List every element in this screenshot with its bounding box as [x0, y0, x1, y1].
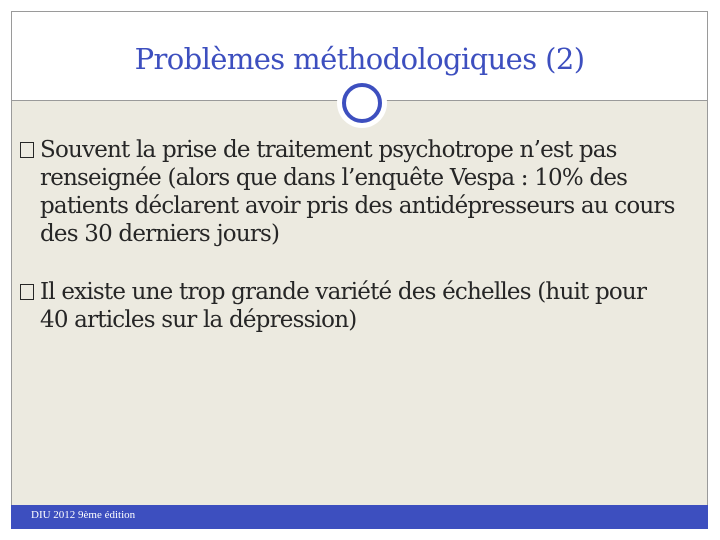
square-bullet-icon [20, 284, 34, 300]
bullet-item [20, 136, 680, 248]
footer-text: DIU 2012 9ème édition [31, 509, 136, 521]
circle-ornament-icon [342, 83, 382, 123]
bullet-list [20, 136, 680, 364]
slide-title: Problèmes méthodologiques (2) [134, 42, 585, 76]
bullet-item [20, 278, 680, 334]
bullet-text: Souvent la prise de traitement psychotrope n’est pas renseignée (alors que dans l’enquête Vespa : 10% des patients déclarent avoir pris des antidépresseurs au cours des 30 derniers jours) [40, 137, 675, 247]
square-bullet-icon [20, 142, 34, 158]
bullet-text: Il existe une trop grande variété des échelles (huit pour 40 articles sur la dépression) [40, 279, 647, 333]
footer-bar [11, 505, 708, 529]
